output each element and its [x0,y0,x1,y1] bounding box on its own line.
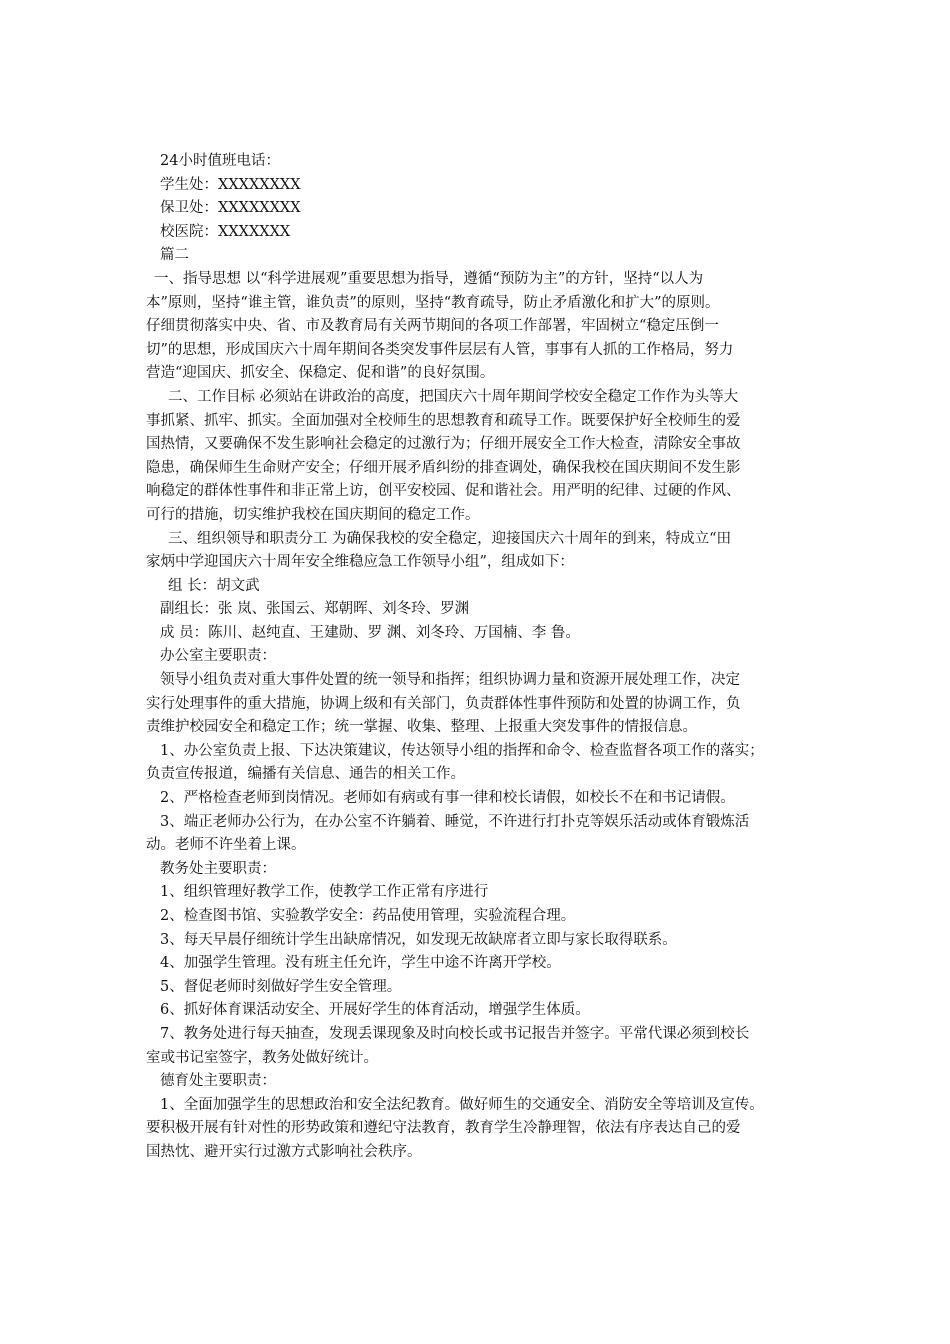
security-office-phone: 保卫处：XXXXXXXX [160,200,301,217]
paragraph-line: 本”原则，坚持“谁主管，谁负责”的原则，坚持“教育疏导，防止矛盾激化和扩大”的原则。 [146,294,720,311]
paragraph-line: 动。老师不许坐着上课。 [146,837,306,854]
members-line: 成 员：陈川、赵纯直、王建勋、罗 渊、刘冬玲、万国楠、李 鲁。 [160,624,580,641]
paragraph-line: 负责宣传报道，编播有关信息、通告的相关工作。 [146,766,465,783]
list-item: 2、严格检查老师到岗情况。老师如有病或有事一律和校长请假，如校长不在和书记请假。 [160,790,735,807]
paragraph-line: 隐患，确保师生生命财产安全；仔细开展矛盾纠纷的排查调处，确保我校在国庆期间不发生影 [146,459,741,476]
paragraph-line: 责维护校园安全和稳定工作；统一掌握、收集、整理、上报重大突发事件的情报信息。 [146,719,697,736]
list-item: 5、督促老师时刻做好学生安全管理。 [160,978,402,995]
section-heading: 篇二 [160,247,189,264]
list-item: 1、办公室负责上报、下达决策建议，传达领导小组的指挥和命令、检查监督各项工作的落实； [160,742,764,759]
paragraph-line: 事抓紧、抓牢、抓实。全面加强对全校师生的思想教育和疏导工作。既要保护好全校师生的爱 [146,412,741,429]
paragraph-line: 仔细贯彻落实中央、省、市及教育局有关两节期间的各项工作部署，牢固树立“稳定压倒一 [146,318,719,335]
paragraph-line: 可行的措施，切实维护我校在国庆期间的稳定工作。 [146,506,480,523]
paragraph-line: 国热忱、避开实行过激方式影响社会秩序。 [146,1143,422,1160]
office-duties-heading: 办公室主要职责： [160,648,276,665]
paragraph-line: 领导小组负责对重大事件处置的统一领导和指挥；组织协调力量和资源开展处理工作，决定 [160,672,740,689]
moral-duties-heading: 德育处主要职责： [160,1073,276,1090]
list-item: 2、检查图书馆、实验教学安全：药品使用管理，实验流程合理。 [160,908,576,924]
duty-phone-heading: 24小时值班电话： [160,153,280,169]
document-body [146,150,826,1165]
list-item: 7、教务处进行每天抽查，发现丢课现象及时向校长或书记报告并签字。平常代课必须到校长 [160,1025,750,1042]
team-leader-line: 组 长：胡文武 [168,577,260,594]
paragraph-line: 室或书记室签字，教务处做好统计。 [146,1049,378,1066]
deputy-leader-line: 副组长：张 岚、张国云、郑朝晖、刘冬玲、罗渊 [160,601,470,618]
paragraph-line: 要积极开展有针对性的形势政策和遵纪守法教育，教育学生冷静理智，依法有序表达自己的爱 [146,1120,741,1137]
paragraph-line: 实行处理事件的重大措施，协调上级和有关部门，负责群体性事件预防和处置的协调工作，负 [146,695,741,712]
list-item: 4、加强学生管理。没有班主任允许，学生中途不许离开学校。 [160,955,561,972]
list-item: 1、组织管理好教学工作，使教学工作正常有序进行 [160,884,489,901]
list-item: 1、全面加强学生的思想政治和安全法纪教育。做好师生的交通安全、消防安全等培训及宣传。 [160,1096,764,1113]
paragraph-line: 营造“迎国庆、抓安全、保稳定、促和谐”的良好氛围。 [146,365,495,382]
paragraph-line: 切”的思想，形成国庆六十周年期间各类突发事件层层有人管，事事有人抓的工作格局，努力 [146,341,734,358]
list-item: 3、每天早晨仔细统计学生出缺席情况，如发现无故缺席者立即与家长取得联系。 [160,931,677,948]
paragraph-line: 响稳定的群体性事件和非正常上访，创平安校园、促和谐社会。用严明的纪律、过硬的作风、 [146,483,741,500]
list-item: 6、抓好体育课活动安全、开展好学生的体育活动，增强学生体质。 [160,1002,590,1019]
paragraph-line: 三、组织领导和职责分工 为确保我校的安全稳定，迎接国庆六十周年的到来，特成立“田 [168,530,732,547]
school-hospital-phone: 校医院：XXXXXXX [160,223,291,240]
paragraph-line: 一、指导思想 以“科学进展观”重要思想为指导，遵循“预防为主”的方针，坚持“以人为 [154,270,704,287]
list-item: 3、端正老师办公行为，在办公室不许躺着、睡觉，不许进行打扑克等娱乐活动或体育锻炼活 [160,813,750,830]
paragraph-line: 国热情，又要确保不发生影响社会稳定的过激行为；仔细开展安全工作大检查，清除安全事故 [146,436,741,453]
paragraph-line: 家炳中学迎国庆六十周年安全维稳应急工作领导小组”，组成如下： [146,554,574,571]
student-office-phone: 学生处：XXXXXXXX [160,176,301,193]
paragraph-line: 二、工作目标 必须站在讲政治的高度，把国庆六十周年期间学校安全稳定工作作为头等大 [168,388,739,405]
academic-duties-heading: 教务处主要职责： [160,860,276,877]
